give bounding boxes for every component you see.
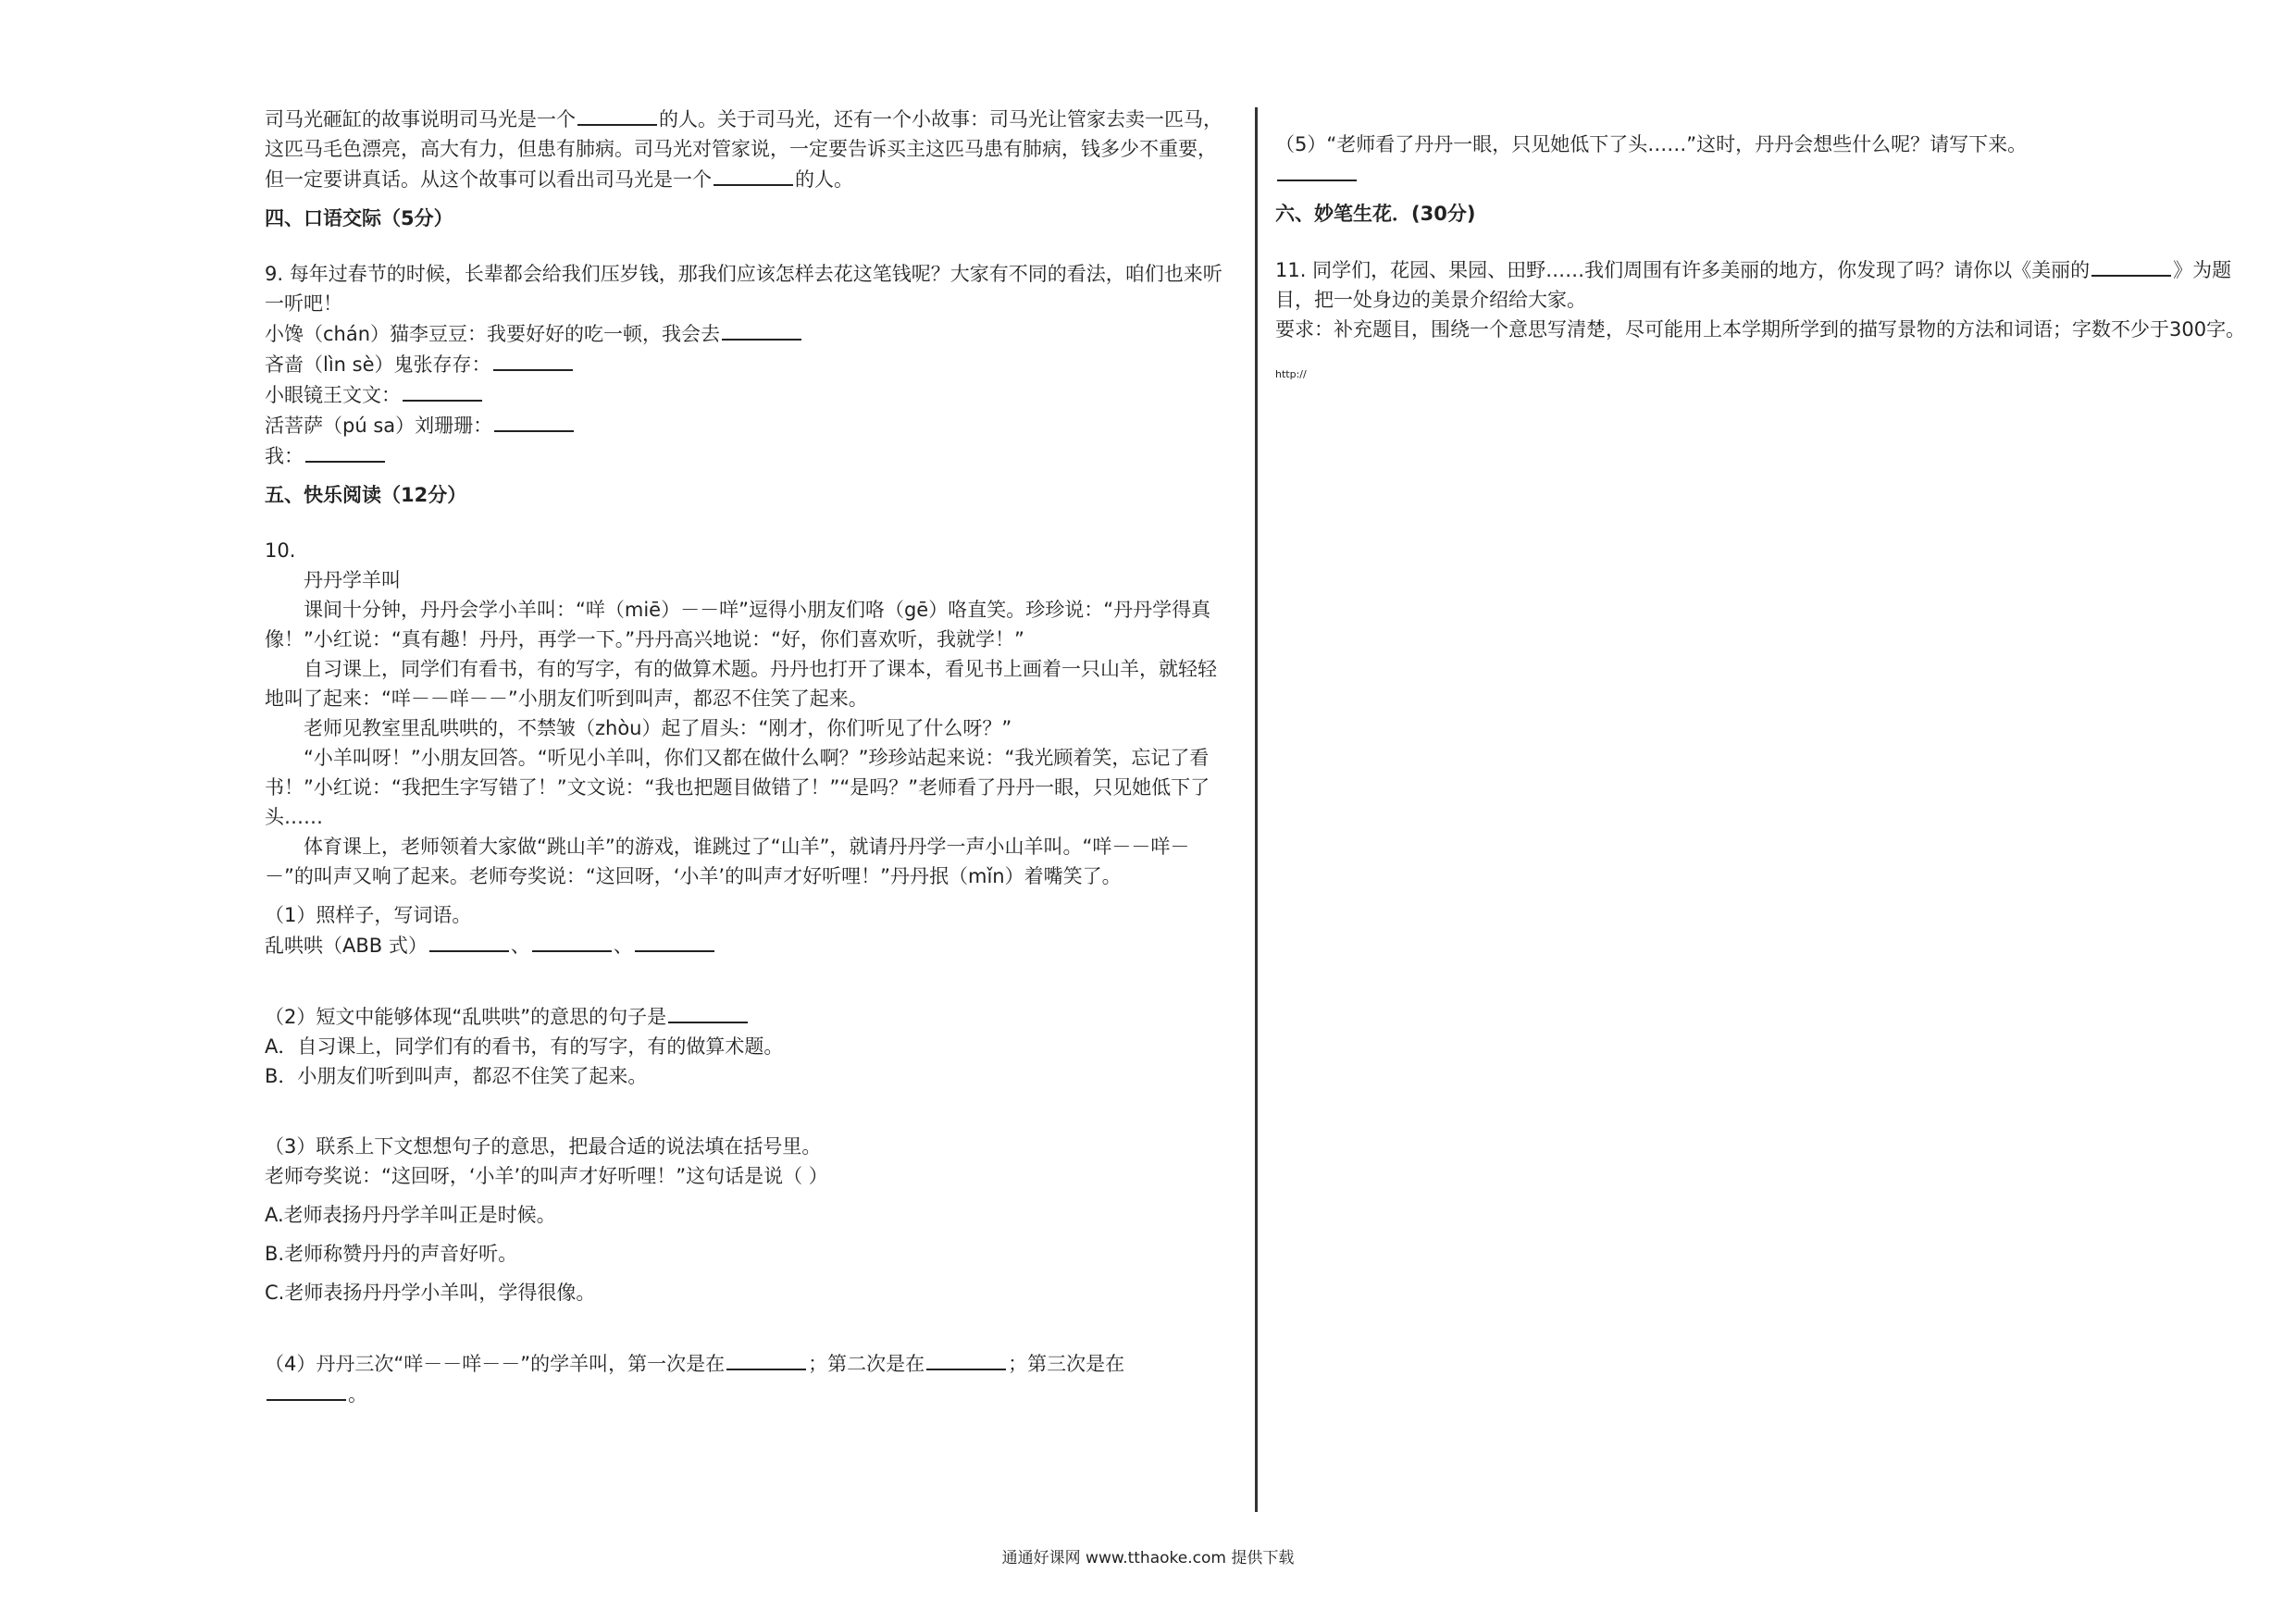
story-paragraph: “小羊叫呀！”小朋友回答。“听见小羊叫，你们又都在做什么啊？”珍珍站起来说：“我光顾着笑，忘记了看书！”小红说：“我把生字写错了！”文文说：“我也把题目做错了！”“是吗？”老师看了丹丹一眼，只见她低下了头…… (265, 747, 1210, 828)
sub-question-4-text: ；第三次是在 (1008, 1353, 1125, 1375)
sub-question-4-text: （4）丹丹三次“咩－－咩－－”的学羊叫，第一次是在 (265, 1353, 726, 1375)
right-column (1275, 104, 2256, 381)
answer-blank[interactable] (403, 379, 482, 402)
option-a: A.老师表扬丹丹学羊叫正是时候。 (265, 1204, 556, 1226)
section-5-heading: 五、快乐阅读（12分） (265, 484, 467, 506)
left-column (265, 104, 1232, 1409)
story-paragraph: 老师见教室里乱哄哄的，不禁皱（zhòu）起了眉头：“刚才，你们听见了什么呀？” (304, 717, 1012, 739)
answer-blank[interactable] (429, 930, 509, 952)
sub-question-4-end (265, 1379, 1232, 1409)
url-text: http:// (1275, 368, 1307, 380)
intro-text-1: 司马光砸缸的故事说明司马光是一个 (265, 108, 576, 130)
section-6-heading: 六、妙笔生花．(30分) (1275, 203, 1476, 225)
question-11 (1275, 254, 2256, 315)
separator: 、 (613, 935, 633, 957)
sub-question-5: （5）“老师看了丹丹一眼，只见她低下了头……”这时，丹丹会想些什么呢？请写下来。 (1275, 133, 2028, 155)
option-b: B.老师称赞丹丹的声音好听。 (265, 1243, 518, 1265)
answer-blank[interactable] (726, 1348, 806, 1370)
q9-line (265, 318, 1232, 349)
story-title: 丹丹学羊叫 (304, 569, 401, 591)
answer-blank[interactable] (532, 930, 612, 952)
option-b: B．小朋友们听到叫声，都忍不住笑了起来。 (265, 1065, 648, 1087)
answer-blank[interactable] (926, 1348, 1006, 1370)
answer-blank[interactable] (577, 104, 657, 126)
sub-question-2-text: （2）短文中能够体现“乱哄哄”的意思的句子是 (265, 1006, 667, 1028)
answer-blank[interactable] (493, 349, 573, 371)
question-10-number: 10. (265, 539, 296, 562)
abb-label: 乱哄哄（ABB 式） (265, 935, 428, 957)
answer-blank[interactable] (1277, 159, 1357, 181)
q9-line-label: 活菩萨（pú sa）刘珊珊： (265, 415, 493, 437)
sub-question-3-quote: 老师夸奖说：“这回呀，‘小羊’的叫声才好听哩！”这句话是说（ ） (265, 1165, 828, 1187)
answer-blank[interactable] (494, 410, 574, 432)
sub-question-1-line (265, 930, 1232, 960)
sub-question-5-line (1275, 159, 2256, 190)
q9-line-label: 小馋（chán）猫李豆豆：我要好好的吃一顿，我会去 (265, 323, 721, 345)
answer-blank[interactable] (635, 930, 714, 952)
q9-line-label: 吝啬（lìn sè）鬼张存存： (265, 353, 491, 376)
story-paragraph: 课间十分钟，丹丹会学小羊叫：“咩（miē）－－咩”逗得小朋友们咯（gē）咯直笑。珍珍说：“丹丹学得真像！”小红说：“真有趣！丹丹，再学一下。”丹丹高兴地说：“好，你们喜欢听，我就学！” (265, 599, 1211, 650)
sub-question-4-text: ；第二次是在 (808, 1353, 925, 1375)
intro-text-2: 的人。关于司马光，还有一个小故事：司马光让管家去卖一匹马，这匹马毛色漂亮，高大有力，但患有肺病。司马光对管家说，一定要告诉买主这匹马患有肺病，钱多少不重要，但一定要讲真话。从这个故事可以看出司马光是一个 (265, 108, 1222, 191)
sub-question-3: （3）联系上下文想想句子的意思，把最合适的说法填在括号里。 (265, 1135, 822, 1158)
period: 。 (348, 1383, 367, 1406)
story-paragraph: 自习课上，同学们有看书，有的写字，有的做算术题。丹丹也打开了课本，看见书上画着一只山羊，就轻轻地叫了起来：“咩－－咩－－”小朋友们听到叫声，都忍不住笑了起来。 (265, 658, 1217, 710)
option-a: A．自习课上，同学们有的看书，有的写字，有的做算术题。 (265, 1035, 784, 1058)
story-paragraph: 体育课上，老师领着大家做“跳山羊”的游戏，谁跳过了“山羊”，就请丹丹学一声小山羊叫。“咩－－咩－－”的叫声又响了起来。老师夸奖说：“这回呀，‘小羊’的叫声才好听哩！”丹丹抿（mǐn）着嘴笑了。 (265, 836, 1190, 887)
option-c: C.老师表扬丹丹学小羊叫，学得很像。 (265, 1282, 596, 1304)
sub-question-4 (265, 1348, 1232, 1379)
column-divider (1255, 107, 1258, 1512)
q9-line (265, 349, 1232, 379)
question-11-text: 11. 同学们，花园、果园、田野……我们周围有许多美丽的地方，你发现了吗？请你以《美丽的 (1275, 259, 2091, 281)
q9-line-label: 我： (265, 445, 304, 467)
q9-line (265, 440, 1232, 471)
requirements: 要求：补充题目，围绕一个意思写清楚，尽可能用上本学期所学到的描写景物的方法和词语；字数不少于300字。 (1275, 318, 2246, 341)
answer-blank[interactable] (722, 318, 801, 341)
separator: 、 (510, 935, 530, 957)
intro-text-3: 的人。 (795, 168, 853, 191)
sima-guang-paragraph (265, 104, 1232, 194)
sub-question-2 (265, 1001, 1232, 1032)
q9-line-label: 小眼镜王文文： (265, 384, 401, 406)
q9-line (265, 410, 1232, 440)
answer-blank[interactable] (305, 440, 385, 463)
title-blank[interactable] (2091, 254, 2171, 277)
q9-line (265, 379, 1232, 410)
answer-blank[interactable] (714, 164, 793, 186)
section-4-heading: 四、口语交际（5分） (265, 207, 453, 229)
footer-credit: 通通好课网 www.tthaoke.com 提供下载 (1001, 1549, 1295, 1567)
answer-blank[interactable] (668, 1001, 748, 1023)
question-11-text: 》为题目，把一处身边的美景介绍给大家。 (1275, 259, 2232, 311)
sub-question-1: （1）照样子，写词语。 (265, 904, 472, 926)
question-9: 9. 每年过春节的时候，长辈都会给我们压岁钱，那我们应该怎样去花这笔钱呢？大家有不同的看法，咱们也来听一听吧！ (265, 263, 1222, 315)
answer-blank[interactable] (267, 1379, 346, 1401)
